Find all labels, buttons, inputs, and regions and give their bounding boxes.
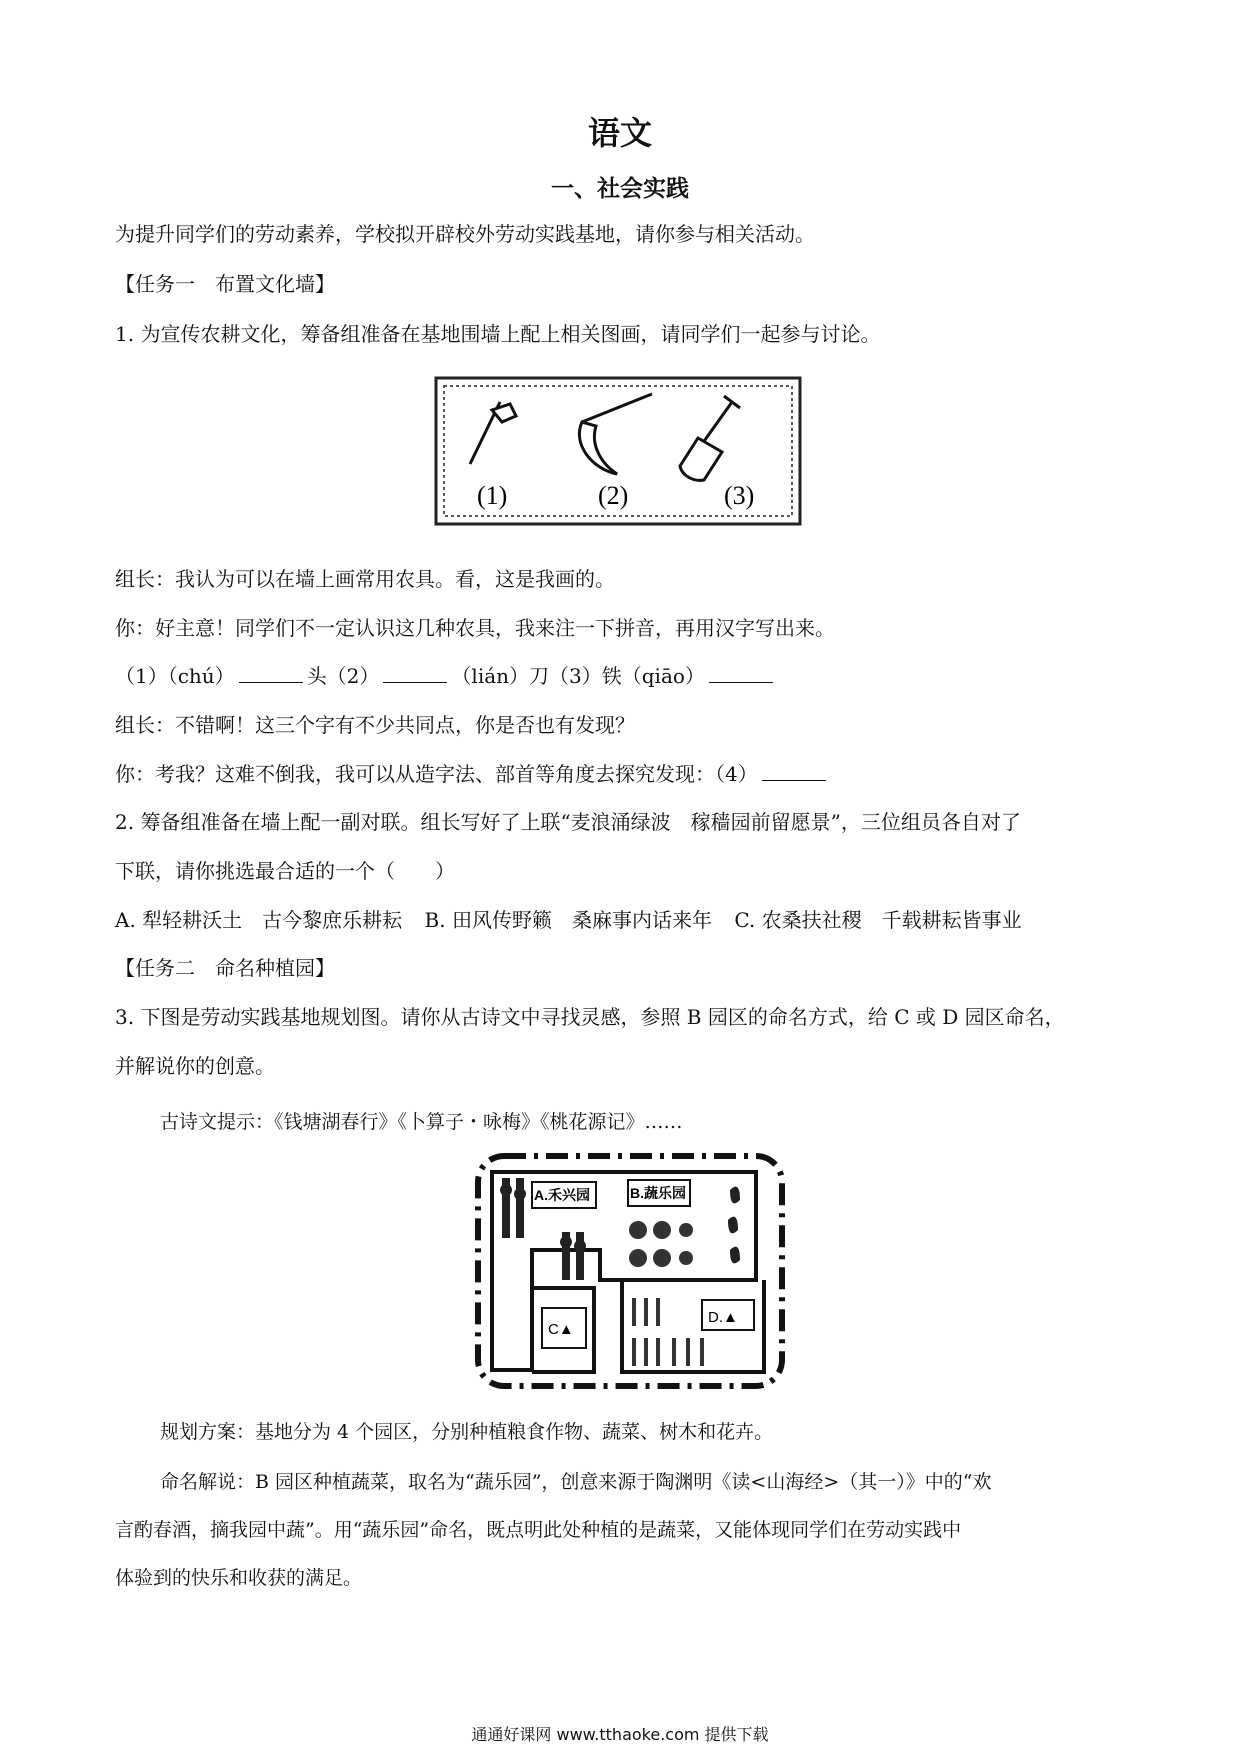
footer-credit: 通通好课网 www.tthaoke.com 提供下载	[471, 1725, 769, 1744]
intro-text: 为提升同学们的劳动素养，学校拟开辟校外劳动实践基地，请你参与相关活动。	[115, 222, 815, 246]
tool-label-1: (1)	[477, 481, 508, 510]
hoe-icon	[470, 402, 516, 464]
answer-blank-4[interactable]	[762, 760, 826, 781]
fill-part-2: 头（2）	[306, 664, 380, 688]
pinyin-fill-line	[115, 662, 777, 690]
question-3-line1: 3. 下图是劳动实践基地规划图。请你从古诗文中寻找灵感，参照 B 园区的命名方式，给 C 或 D 园区命名，	[115, 1005, 1065, 1029]
zone-a-label: A.禾兴园	[534, 1187, 590, 1203]
farm-tools-drawing	[432, 374, 804, 528]
question-2-line2: 下联，请你挑选最合适的一个（ ）	[115, 859, 455, 883]
option-a[interactable]: A. 犁轻耕沃土 古今黎庶乐耕耘	[115, 908, 403, 932]
tool-label-2: (2)	[598, 481, 629, 510]
dialog-leader-2: 组长：不错啊！这三个字有不少共同点，你是否也有发现？	[115, 713, 635, 737]
farm-tools-figure	[432, 374, 804, 528]
options-line	[115, 906, 1038, 934]
shovel-icon	[680, 396, 740, 480]
task2-heading: 【任务二 命名种植园】	[115, 956, 335, 980]
trees-icon	[728, 1187, 740, 1264]
naming-line-1: 命名解说：B 园区种植蔬菜，取名为“蔬乐园”，创意来源于陶渊明《读<山海经>（其一）》中的“欢	[160, 1471, 992, 1493]
zone-d-label: D.▲	[708, 1309, 738, 1326]
plan-text: 规划方案：基地分为 4 个园区，分别种植粮食作物、蔬菜、树木和花卉。	[160, 1421, 774, 1443]
option-c[interactable]: C. 农桑扶社稷 千载耕耘皆事业	[734, 908, 1022, 932]
zone-c-label: C▲	[548, 1321, 574, 1338]
dialog-you-2-line	[115, 760, 830, 788]
answer-blank-1[interactable]	[239, 662, 303, 683]
naming-line-3: 体验到的快乐和收获的满足。	[115, 1567, 363, 1589]
flowers-icon	[632, 1298, 704, 1366]
dialog-leader-1: 组长：我认为可以在墙上画常用农具。看，这是我画的。	[115, 567, 615, 591]
zone-b-label: B.蔬乐园	[630, 1185, 686, 1201]
dialog-you-2: 你：考我？这难不倒我，我可以从造字法、部首等角度去探究发现：（4）	[115, 762, 758, 786]
vegetables-icon	[629, 1221, 693, 1267]
poem-hint: 古诗文提示：《钱塘湖春行》《卜算子・咏梅》《桃花源记》……	[160, 1111, 683, 1133]
dialog-you-1: 你：好主意！同学们不一定认识这几种农具，我来注一下拼音，再用汉字写出来。	[115, 616, 835, 640]
fill-part-1: （1）（chú）	[115, 664, 235, 688]
option-b[interactable]: B. 田风传野籁 桑麻事内话来年	[424, 908, 712, 932]
sickle-icon	[579, 394, 652, 474]
section-title: 一、社会实践	[551, 175, 689, 202]
answer-blank-3[interactable]	[709, 662, 773, 683]
tool-label-3: (3)	[724, 481, 755, 510]
garden-map-figure	[472, 1150, 788, 1392]
question-1: 1. 为宣传农耕文化，筹备组准备在基地围墙上配上相关图画，请同学们一起参与讨论。	[115, 322, 881, 346]
question-3-line2: 并解说你的创意。	[115, 1054, 275, 1078]
naming-line-2: 言酌春酒，摘我园中蔬”。用“蔬乐园”命名，既点明此处种植的是蔬菜，又能体现同学们在劳动实践中	[115, 1519, 962, 1541]
fill-part-3: （lián）刀（3）铁（qiāo）	[451, 664, 705, 688]
page-title: 语文	[587, 114, 652, 152]
garden-map-drawing	[472, 1150, 788, 1392]
task1-heading: 【任务一 布置文化墙】	[115, 272, 335, 296]
question-2-line1: 2. 筹备组准备在墙上配一副对联。组长写好了上联“麦浪涌绿波 稼穑园前留愿景”，三位组员各自对了	[115, 810, 1021, 834]
answer-blank-2[interactable]	[383, 662, 447, 683]
